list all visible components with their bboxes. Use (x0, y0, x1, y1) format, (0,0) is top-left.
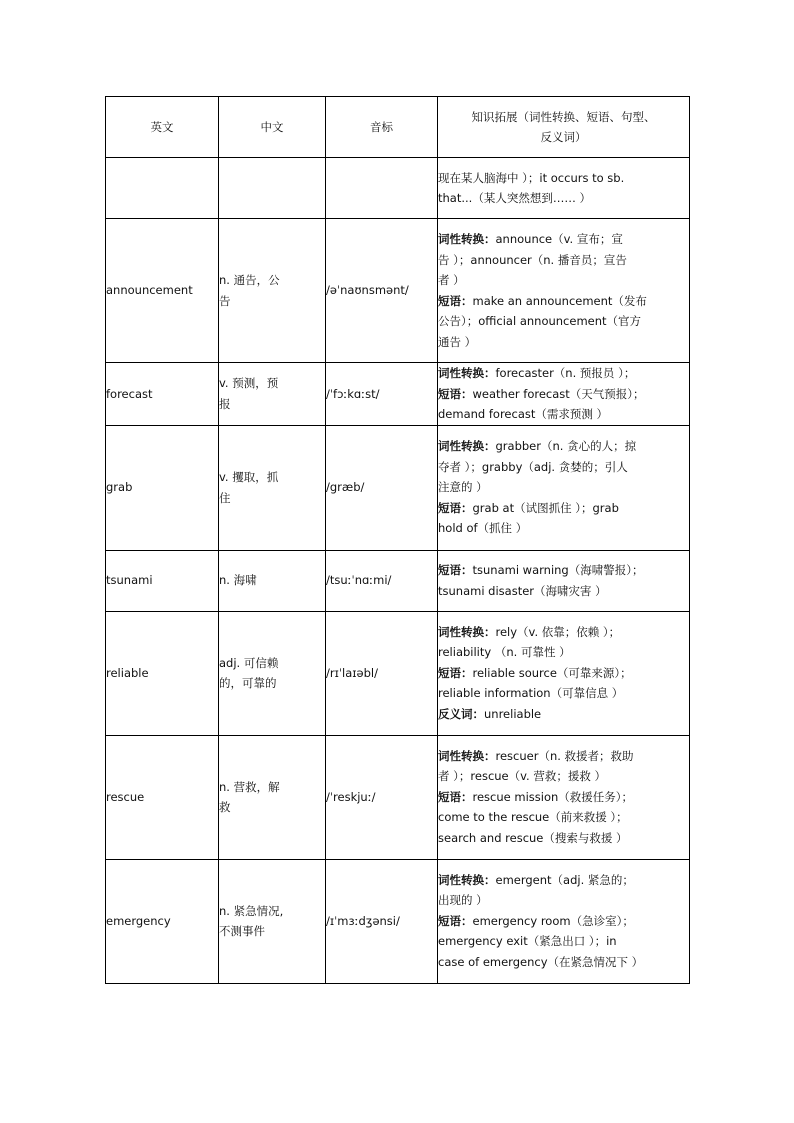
extension-text: hold of（抓住 ） (438, 521, 528, 536)
extension-text: unreliable (484, 706, 542, 721)
extension-text: rescuer（n. 救援者；救助 (495, 748, 634, 763)
table-header-row (106, 97, 690, 158)
extension-line (438, 890, 689, 911)
extension-line (438, 332, 689, 353)
extension-line (438, 168, 689, 189)
table-row (106, 363, 690, 426)
extension-text: 者 ） (438, 273, 465, 287)
extension-text: reliable source（可靠来源）； (472, 665, 632, 680)
extension-label: 短语： (438, 386, 473, 401)
extension-text: reliable information（可靠信息 ） (438, 686, 624, 701)
word-chinese (219, 425, 326, 550)
word-extension (438, 735, 690, 859)
word-chinese-line: n. 营救，解 (219, 779, 280, 794)
word-phonetic: /rɪˈlaɪəbl/ (326, 611, 438, 735)
word-english: rescue (106, 735, 219, 859)
extension-line (438, 870, 689, 891)
word-chinese-line: n. 海啸 (219, 573, 257, 588)
header-chinese: 中文 (219, 97, 326, 158)
extension-line (438, 291, 689, 312)
word-chinese (219, 363, 326, 426)
word-chinese (219, 550, 326, 611)
word-english: grab (106, 425, 219, 550)
word-english: announcement (106, 219, 219, 363)
word-phonetic: /ɪˈmɜːdʒənsi/ (326, 859, 438, 983)
header-english: 英文 (106, 97, 219, 158)
table-row (106, 219, 690, 363)
extension-label: 反义词： (438, 706, 484, 721)
word-chinese-line: n. 通告，公 (219, 273, 280, 287)
extension-label: 词性转换： (438, 232, 496, 246)
extension-line (438, 807, 689, 828)
word-extension (438, 611, 690, 735)
word-chinese-line: 住 (219, 490, 231, 505)
extension-line (438, 622, 689, 643)
table-row (106, 158, 690, 219)
extension-text: forecaster（n. 预报员 ）； (495, 366, 636, 380)
extension-line (438, 704, 689, 725)
word-chinese (219, 735, 326, 859)
extension-line (438, 270, 689, 291)
extension-text: emergent（adj. 紧急的； (495, 872, 634, 887)
extension-text: make an announcement（发布 (472, 293, 647, 308)
extension-line (438, 363, 689, 384)
word-chinese-line: n. 紧急情况, (219, 903, 284, 918)
extension-text: grabber（n. 贪心的人；掠 (495, 439, 637, 454)
table-row (106, 425, 690, 550)
extension-line (438, 477, 689, 498)
table-row (106, 859, 690, 983)
extension-line (438, 457, 689, 478)
word-english: tsunami (106, 550, 219, 611)
extension-line (438, 498, 689, 519)
extension-line (438, 828, 689, 849)
extension-text: grab at（试图抓住 ）；grab (472, 500, 619, 515)
word-chinese-line: adj. 可信赖 (219, 655, 279, 670)
extension-line (438, 384, 689, 405)
word-chinese (219, 158, 326, 219)
extension-text: demand forecast（需求预测 ） (438, 407, 609, 421)
extension-line (438, 518, 689, 539)
extension-line (438, 404, 689, 425)
header-extension (438, 97, 690, 158)
word-extension (438, 550, 690, 611)
extension-text: 通告 ） (438, 334, 477, 349)
word-english: emergency (106, 859, 219, 983)
table-row (106, 611, 690, 735)
extension-text: emergency exit（紧急出口 ）；in (438, 934, 617, 949)
word-chinese (219, 859, 326, 983)
extension-line (438, 746, 689, 767)
extension-line (438, 931, 689, 952)
extension-label: 词性转换： (438, 624, 496, 639)
extension-label: 短语： (438, 913, 473, 928)
extension-text: 夺者 ）；grabby（adj. 贪婪的；引人 (438, 459, 628, 474)
vocabulary-table (105, 96, 690, 984)
word-chinese-line: 告 (219, 293, 231, 308)
extension-label: 词性转换： (438, 439, 496, 454)
word-chinese-line: v. 预测，预 (219, 376, 279, 391)
word-chinese-line: 救 (219, 800, 231, 814)
word-english: reliable (106, 611, 219, 735)
extension-text: emergency room（急诊室）； (472, 913, 634, 928)
extension-line (438, 683, 689, 704)
word-chinese-line: 的，可靠的 (219, 676, 277, 690)
extension-label: 短语： (438, 789, 473, 804)
extension-text: 现在某人脑海中 ）；it occurs to sb. (438, 170, 625, 185)
extension-text: reliability （n. 可靠性 ） (438, 645, 571, 660)
vocabulary-sheet (105, 96, 689, 984)
extension-line (438, 250, 689, 271)
extension-label: 词性转换： (438, 366, 496, 380)
extension-line (438, 642, 689, 663)
extension-label: 短语： (438, 563, 473, 577)
extension-line (438, 787, 689, 808)
extension-label: 短语： (438, 293, 473, 308)
word-english (106, 158, 219, 219)
word-chinese-line: 不测事件 (219, 924, 265, 938)
word-chinese-line: 报 (219, 396, 231, 411)
word-english: forecast (106, 363, 219, 426)
extension-text: rely（v. 依靠；依赖 ）； (495, 624, 621, 639)
extension-text: case of emergency（在紧急情况下 ） (438, 954, 644, 969)
word-phonetic: /əˈnaʊnsmənt/ (326, 219, 438, 363)
word-phonetic: /græb/ (326, 425, 438, 550)
extension-line (438, 436, 689, 457)
extension-text: come to the rescue（前来救援 ）； (438, 810, 628, 825)
extension-label: 短语： (438, 500, 473, 515)
word-phonetic: /tsuːˈnɑːmi/ (326, 550, 438, 611)
table-row (106, 735, 690, 859)
word-extension (438, 219, 690, 363)
extension-text: tsunami warning（海啸警报）； (472, 563, 644, 577)
extension-line (438, 229, 689, 250)
extension-text: announce（v. 宣布；宣 (495, 232, 623, 246)
extension-text: 者 ）；rescue（v. 营救；援救 ） (438, 769, 607, 784)
extension-text: 出现的 ） (438, 893, 488, 908)
word-chinese-line: v. 攫取，抓 (219, 470, 279, 484)
word-chinese (219, 219, 326, 363)
header-extension-line: 反义词） (540, 130, 587, 144)
extension-text: rescue mission（救援任务）； (472, 789, 634, 804)
extension-line (438, 311, 689, 332)
word-phonetic: /ˈfɔːkɑːst/ (326, 363, 438, 426)
header-extension-line: 知识拓展（词性转换、短语、句型、 (471, 110, 656, 124)
extension-line (438, 766, 689, 787)
table-row (106, 550, 690, 611)
extension-label: 词性转换： (438, 872, 496, 887)
word-extension (438, 158, 690, 219)
extension-line (438, 188, 689, 209)
extension-label: 短语： (438, 665, 473, 680)
extension-line (438, 911, 689, 932)
word-extension (438, 859, 690, 983)
extension-line (438, 663, 689, 684)
extension-line (438, 581, 689, 602)
extension-line (438, 952, 689, 973)
word-phonetic: /ˈreskjuː/ (326, 735, 438, 859)
extension-text: that...（某人突然想到…… ） (438, 191, 591, 205)
extension-text: search and rescue（搜索与救援 ） (438, 830, 628, 845)
extension-line (438, 560, 689, 581)
extension-label: 词性转换： (438, 748, 496, 763)
header-phonetic: 音标 (326, 97, 438, 158)
extension-text: 告 ）；announcer（n. 播音员；宣告 (438, 252, 627, 267)
extension-text: 注意的 ） (438, 480, 488, 495)
word-phonetic (326, 158, 438, 219)
word-chinese (219, 611, 326, 735)
extension-text: tsunami disaster（海啸灾害 ） (438, 583, 607, 598)
extension-text: weather forecast（天气预报）； (472, 386, 645, 401)
word-extension (438, 363, 690, 426)
word-extension (438, 425, 690, 550)
extension-text: 公告）；official announcement（官方 (438, 314, 642, 328)
